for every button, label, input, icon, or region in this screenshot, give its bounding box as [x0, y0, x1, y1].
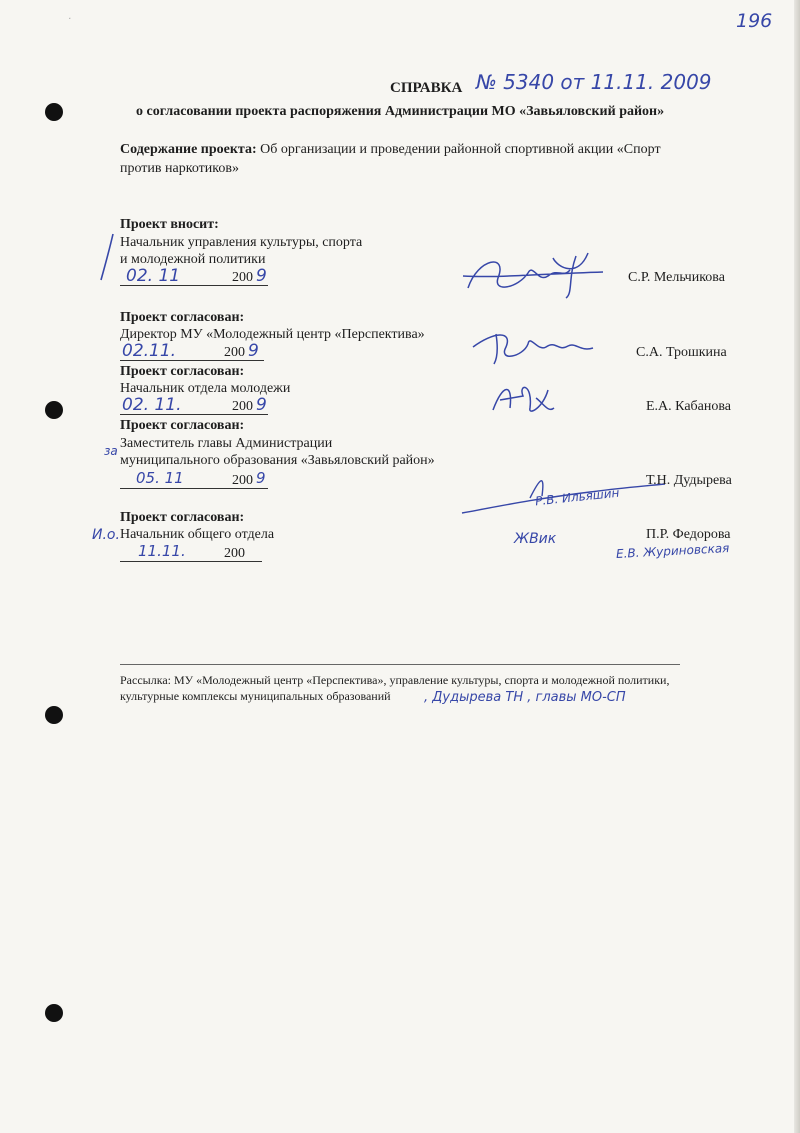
- content-text-2: против наркотиков»: [120, 161, 239, 176]
- block1-label: Проект вносит:: [120, 217, 219, 232]
- block1-year-prefix: 200: [232, 270, 253, 285]
- punch-hole: [45, 1004, 63, 1022]
- document-number-handwritten: № 5340 от 11.11. 2009: [476, 70, 712, 94]
- block5-handwritten-prefix: И.о.: [92, 527, 120, 543]
- punch-hole: [45, 706, 63, 724]
- block3-date-handwritten: 02. 11.: [122, 395, 182, 415]
- content-text-1: Об организации и проведении районной спортивной акции «Спорт: [260, 142, 661, 157]
- block1-year-handwritten: 9: [256, 266, 267, 286]
- block4-handwritten-prefix: за: [104, 444, 118, 458]
- block1-date-handwritten: 02. 11: [126, 266, 181, 286]
- block3-label: Проект согласован:: [120, 364, 245, 379]
- block4-year-handwritten: 9: [256, 469, 266, 487]
- block3-year-handwritten: 9: [256, 395, 267, 415]
- punch-hole: [45, 103, 63, 121]
- block4-label: Проект согласован:: [120, 418, 245, 433]
- margin-check-mark: [98, 232, 116, 282]
- block5-label: Проект согласован:: [120, 510, 245, 525]
- block3-year-underline: [232, 399, 268, 415]
- block2-label: Проект согласован:: [120, 310, 245, 325]
- page-edge-shadow: [794, 0, 800, 1133]
- punch-hole: [45, 401, 63, 419]
- signature-melchikova: [458, 248, 608, 300]
- block1-year-underline: [232, 270, 268, 286]
- block2-year-underline: [224, 345, 264, 361]
- block4-name: Т.Н. Дудырева: [646, 473, 732, 488]
- signature-kabanova: [488, 378, 558, 418]
- block4-year-underline: [232, 473, 268, 489]
- block5-year-prefix: 200: [224, 546, 245, 561]
- block4-position-1: Заместитель главы Администрации: [120, 436, 333, 451]
- footer-divider: [120, 664, 680, 665]
- block5-name: П.Р. Федорова: [646, 527, 731, 542]
- block3-position-1: Начальник отдела молодежи: [120, 381, 291, 396]
- distribution-handwritten-addition: , Дудырева ТН , главы МО-СП: [424, 690, 626, 705]
- block4-year-prefix: 200: [232, 473, 253, 488]
- block5-date-handwritten: 11.11.: [138, 542, 186, 560]
- distribution-line-2: культурные комплексы муниципальных образований: [120, 689, 391, 703]
- block4-date-handwritten: 05. 11: [136, 469, 184, 487]
- distribution-line-1: Рассылка: МУ «Молодежный центр «Перспектива», управление культуры, спорта и молодежной политики,: [120, 673, 670, 687]
- block5-year-underline: [224, 546, 262, 562]
- page-number: 196: [736, 10, 773, 32]
- block3-name: Е.А. Кабанова: [646, 399, 731, 414]
- block1-position-2: и молодежной политики: [120, 252, 266, 267]
- block2-date-handwritten: 02.11.: [122, 341, 177, 361]
- signature-troshkina: [468, 322, 598, 367]
- block1-name: С.Р. Мельчикова: [628, 270, 725, 285]
- block4-position-2: муниципального образования «Завьяловский район»: [120, 453, 435, 468]
- block2-year-handwritten: 9: [248, 341, 259, 361]
- block2-year-prefix: 200: [224, 345, 245, 360]
- document-subtitle: о согласовании проекта распоряжения Администрации МО «Завьяловский район»: [136, 104, 665, 119]
- scan-mark: ·: [68, 14, 72, 25]
- signature-handwritten-name: Р.В. Ильяшин: [534, 485, 620, 509]
- content-line-1: [120, 142, 661, 158]
- content-label: Содержание проекта:: [120, 142, 257, 157]
- document-title: СПРАВКА: [390, 80, 463, 96]
- block5-position-1: Начальник общего отдела: [120, 527, 275, 542]
- block2-position-1: Директор МУ «Молодежный центр «Перспектива»: [120, 327, 425, 342]
- signature-fedorova-substitute: ЖВик: [514, 531, 557, 547]
- block5-replacement-name-handwritten: Е.В. Журиновская: [615, 541, 730, 561]
- block3-year-prefix: 200: [232, 399, 253, 414]
- block1-position-1: Начальник управления культуры, спорта: [120, 235, 363, 250]
- block2-name: С.А. Трошкина: [636, 345, 727, 360]
